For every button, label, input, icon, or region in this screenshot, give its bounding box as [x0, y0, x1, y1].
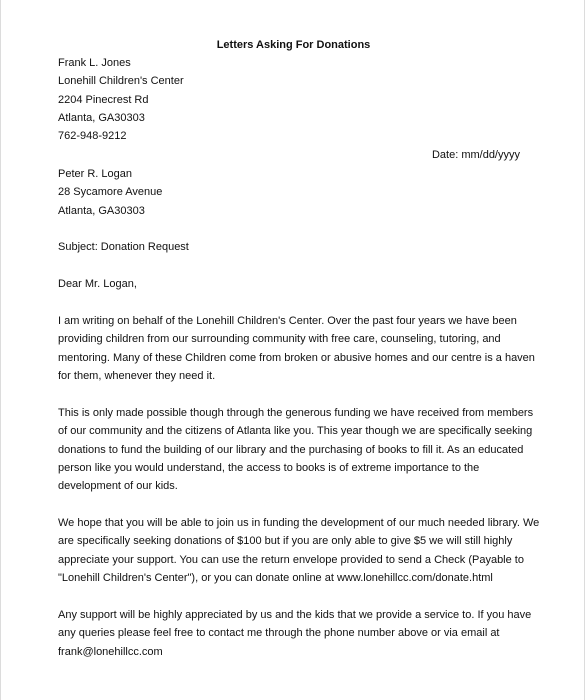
subject-line — [58, 238, 528, 256]
paragraph-line: development of our kids. — [58, 480, 178, 493]
recipient-name: Peter R. Logan — [58, 168, 132, 180]
paragraph-line: any queries please feel free to contact me through the phone number above or via email at — [58, 627, 500, 640]
sender-street: 2204 Pinecrest Rd — [58, 93, 149, 106]
paragraph-line: person like you would understand, the access to books is of extreme importance to the — [58, 461, 480, 474]
sender-phone: 762-948-9212 — [58, 130, 127, 143]
recipient-city: Atlanta, GA30303 — [58, 204, 145, 217]
paragraph-line: for them, whenever they need it. — [58, 369, 216, 382]
salutation — [58, 275, 528, 293]
sender-organization: Lonehill Children's Center — [58, 75, 184, 88]
subject-text: Subject: Donation Request — [58, 241, 189, 253]
body-paragraph-4 — [58, 606, 532, 661]
paragraph-line: "Lonehill Children's Center"), or you can donate online at www.lonehillcc.com/donate.html — [58, 571, 493, 584]
paragraph-line: Any support will be highly appreciated by us and the kids that we provide a service to. If you have — [58, 609, 532, 621]
document-title: Letters Asking For Donations — [216, 39, 371, 51]
paragraph-line: appreciate your support. You can use the return envelope provided to send a Check (Payable to — [58, 553, 524, 566]
paragraph-line: donations to fund the building of our library and the purchasing of books to fill it. As an educated — [58, 443, 524, 456]
recipient-street: 28 Sycamore Avenue — [58, 186, 163, 199]
sender-name: Frank L. Jones — [58, 57, 131, 69]
paragraph-line: This is only made possible though through the generous funding we have received from members — [58, 407, 534, 419]
sender-city: Atlanta, GA30303 — [58, 111, 145, 124]
sender-address-block — [58, 54, 528, 145]
letter-date: Date: mm/dd/yyyy — [431, 149, 520, 161]
paragraph-line: frank@lonehillcc.com — [58, 645, 163, 658]
paragraph-line: providing children from our surrounding community with free care, counseling, tutoring, and — [58, 333, 501, 346]
paragraph-line: mentoring. Many of these Children come from broken or abusive homes and our centre is a haven — [58, 351, 535, 364]
body-paragraph-1 — [58, 312, 535, 385]
paragraph-line: We hope that you will be able to join us in funding the development of our much needed library. We — [58, 517, 540, 529]
recipient-address-block — [58, 165, 528, 220]
paragraph-line: are specifically seeking donations of $100 but if you are only able to give $5 we will still highly — [58, 535, 513, 548]
paragraph-line: I am writing on behalf of the Lonehill Children's Center. Over the past four years we have been — [58, 315, 517, 327]
salutation-text: Dear Mr. Logan, — [58, 278, 137, 290]
body-paragraph-3 — [58, 514, 540, 587]
paragraph-line: of our community and the citizens of Atlanta like you. This year though we are specifically seeking — [58, 425, 533, 438]
body-paragraph-2 — [58, 404, 534, 495]
